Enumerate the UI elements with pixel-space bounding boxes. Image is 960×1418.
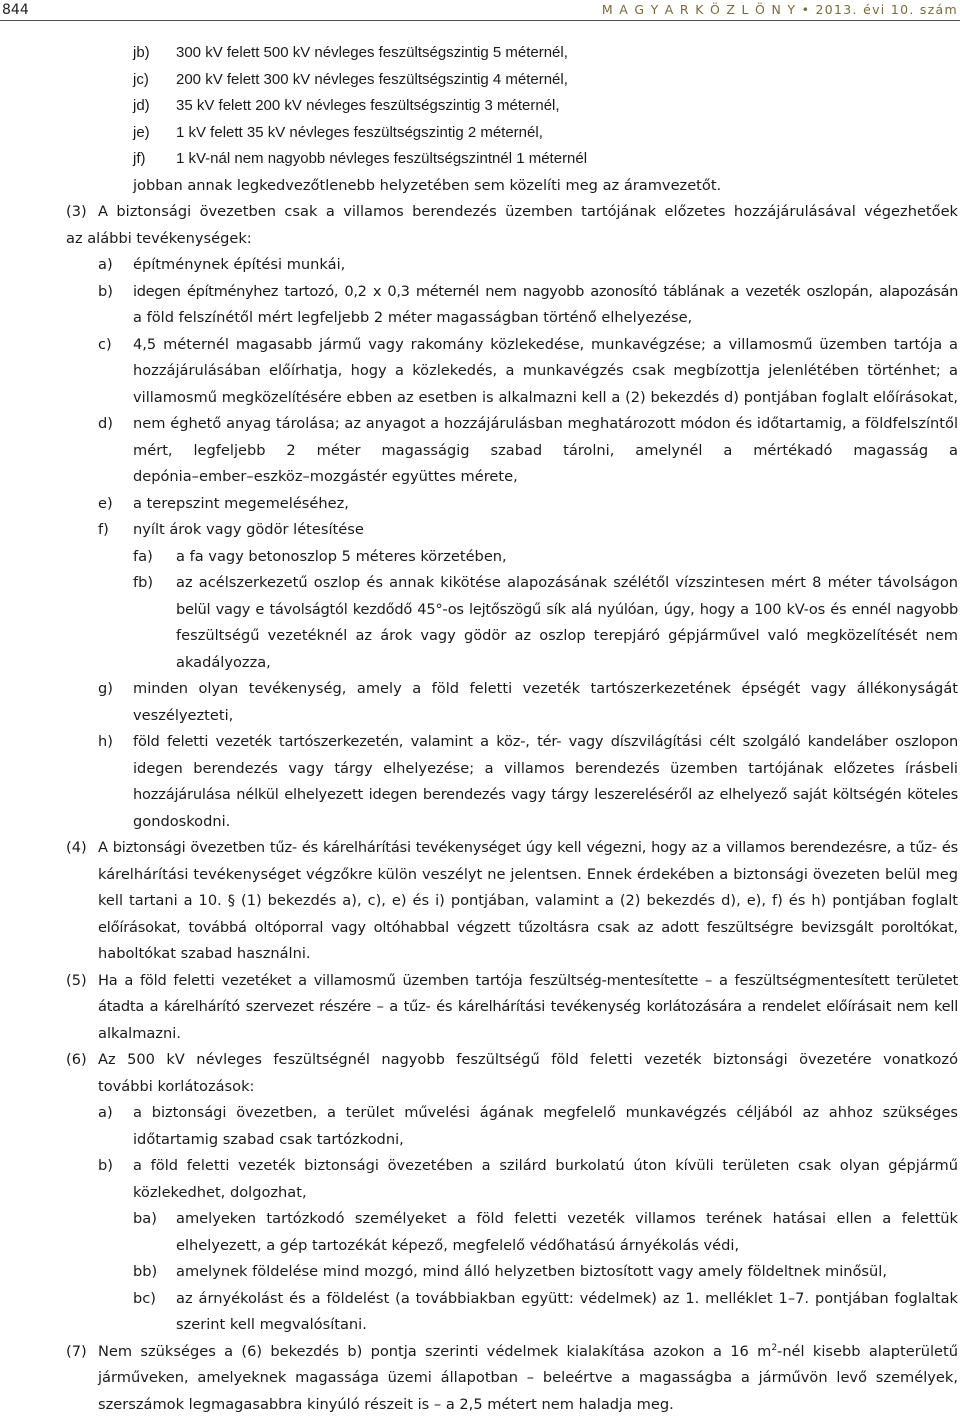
item-text: 35 kV felett 200 kV névleges feszültségszintig 3 méternél, (176, 97, 560, 114)
item-text-line: szerint kell megvalósítani. (176, 1312, 960, 1339)
page-header (0, 0, 960, 28)
journal-title: M A G Y A R K Ö Z L Ö N Y • 2013. évi 10. szám (602, 2, 958, 17)
item-label: jc) (133, 67, 149, 94)
item-text-line: a föld felszínétől mért legfeljebb 2 méter magasságban történő elhelyezése, (133, 305, 960, 332)
item-label: f) (98, 517, 109, 544)
item-text-line: depónia–ember–eszköz–mozgástér együttes mérete, (133, 464, 960, 491)
paragraph-line: Ha a föld feletti vezetéket a villamosmű üzemben tartója feszültség-mentesítette – a feszültségmentesített területet (98, 968, 958, 995)
item-label: je) (133, 120, 150, 147)
item-text: 1 kV-nál nem nagyobb névleges feszültségszintnél 1 méternél (176, 150, 587, 167)
item-label: jf) (133, 146, 146, 173)
paragraph-line: az alábbi tevékenységek: (66, 226, 960, 253)
list-item-fa (0, 544, 960, 571)
paragraph-text: -nél kisebb alapterületű (777, 1343, 958, 1360)
item-text: a fa vagy betonoszlop 5 méteres körzetében, (176, 548, 507, 565)
list-item-b (0, 1153, 960, 1206)
list-item-a (0, 252, 960, 279)
item-text-line: villamosmű megközelítésére ebben az esetben is alkalmazni kell a (2) bekezdés d) pontjában foglalt előírásokat, (133, 385, 958, 412)
paragraph-label: (3) (66, 199, 87, 226)
item-label: b) (98, 1153, 113, 1180)
list-item-c (0, 332, 960, 412)
item-text: 1 kV felett 35 kV névleges feszültségszintig 2 méternél, (176, 124, 543, 141)
item-text: építménynek építési munkái, (133, 256, 345, 273)
list-item-jc (0, 67, 960, 94)
item-text-line: mért, legfeljebb 2 méter magasságig szabad tárolni, amelynél a mértékadó magasság a (133, 438, 958, 465)
item-label: a) (98, 252, 113, 279)
paragraph-7 (0, 1339, 960, 1418)
item-text-line: az acélszerkezetű oszlop és annak kikötése alapozásának szélétől vízszintesen mért 8 méter távolságon (176, 570, 958, 597)
item-label: jb) (133, 40, 150, 67)
item-text-line: időtartamig szabad csak tartózkodni, (133, 1127, 960, 1154)
paragraph-line: A biztonsági övezetben csak a villamos berendezés üzemben tartójának előzetes hozzájárulásával végezhetőek (98, 199, 958, 226)
item-text: amelynek földelése mind mozgó, mind álló helyzetben biztosított vagy amely földeltnek minősül, (176, 1263, 887, 1280)
paragraph-label: (7) (66, 1339, 87, 1366)
superscript: 2 (771, 1343, 777, 1353)
list-item-e (0, 491, 960, 518)
item-label: bb) (133, 1259, 157, 1286)
list-item-jb (0, 40, 960, 67)
item-text-line: idegen építményhez tartozó, 0,2 x 0,3 méternél nem nagyobb azonosító táblának a vezeték oszlopán, alapozásán (133, 279, 958, 306)
list-item-a (0, 1100, 960, 1153)
item-label: a) (98, 1100, 113, 1127)
list-item-ba (0, 1206, 960, 1259)
item-label: d) (98, 411, 113, 438)
paragraph-line: haboltókat szabad használni. (98, 941, 960, 968)
paragraph-line: kell tartani a 10. § (1) bekezdés a), c), e) és i) pontjában, valamint a (2) bekezdés d), e), f) és h) pontjában foglalt (98, 888, 958, 915)
paragraph-line: előírásokat, továbbá oltóporral vagy oltóhabbal végzett tűzoltásra csak az adott feszültségre bevizsgált poroltókat, (98, 915, 958, 942)
item-label: c) (98, 332, 112, 359)
list-item-d (0, 411, 960, 491)
list-item-bb (0, 1259, 960, 1286)
list-item-h (0, 729, 960, 835)
paragraph-line (98, 1339, 958, 1366)
item-text: a terepszint megemeléséhez, (133, 495, 349, 512)
paragraph-line: járműveken, amelyeknek magassága üzemi állapotban – beleértve a magasságba a járművön levő személyek, (98, 1365, 958, 1392)
paragraph-6 (0, 1047, 960, 1100)
item-label: g) (98, 676, 113, 703)
list-item-bc (0, 1286, 960, 1339)
list-item-je (0, 120, 960, 147)
item-text-line: az árnyékolást és a földelést (a továbbiakban együtt: védelmek) az 1. melléklet 1–7. pontjában foglaltak (176, 1286, 958, 1313)
paragraph-label: (4) (66, 835, 87, 862)
item-text: 200 kV felett 300 kV névleges feszültségszintig 4 méternél, (176, 71, 568, 88)
item-text-line: feszültségű vezetéknél az árok vagy gödör az oszlop terepjáró gépjárművel való megközelítését nem (176, 623, 958, 650)
item-label: h) (98, 729, 113, 756)
list-item-jf (0, 146, 960, 173)
paragraph-line: további korlátozások: (98, 1074, 960, 1101)
item-text: 300 kV felett 500 kV névleges feszültségszintig 5 méternél, (176, 44, 568, 61)
item-label: e) (98, 491, 113, 518)
header-rule (0, 20, 960, 21)
document-body (0, 40, 960, 1418)
paragraph-text: Nem szükséges a (6) bekezdés b) pontja szerinti védelmek kialakítása azokon a 16 m (98, 1343, 771, 1360)
paragraph-label: (5) (66, 968, 87, 995)
item-text-line: a biztonsági övezetben, a terület művelési ágának megfelelő munkavégzés céljából az ahhoz szükséges (133, 1100, 958, 1127)
item-text-line: akadályozza, (176, 650, 960, 677)
list-item-f (0, 517, 960, 544)
list-item-g (0, 676, 960, 729)
item-text-line: közlekedhet, dolgozhat, (133, 1180, 960, 1207)
list-item-fb (0, 570, 960, 676)
item-text-line: amelyeken tartózkodó személyeket a föld feletti vezeték villamos terének hatásai ellen a felettük (176, 1206, 958, 1233)
list-item-jd (0, 93, 960, 120)
item-text-line: minden olyan tevékenység, amely a föld feletti vezeték tartószerkezetének épségét vagy állékonyságát (133, 676, 958, 703)
item-text-line: idegen berendezés vagy tárgy elhelyezése; a villamos berendezés üzemben tartójának előzetes írásbeli (133, 756, 958, 783)
item-text-line: elhelyezett, a gép tartozékát képező, megfelelő védőhatású árnyékolás védi, (176, 1233, 960, 1260)
paragraph-line: kárelhárítási tevékenységet végzőkre külön veszélyt ne jelentsen. Ennek érdekében a biztonsági övezeten belül meg (98, 862, 958, 889)
item-text-line: nem éghető anyag tárolása; az anyagot a hozzájárulásban meghatározott módon és időtartamig, a földfelszíntől (133, 411, 958, 438)
paragraph-line: átadta a kárelhárító szervezet részére – a tűz- és kárelhárítási tevékenység korlátozására a rendelet előírásait nem kell (98, 994, 958, 1021)
item-label: b) (98, 279, 113, 306)
item-text: nyílt árok vagy gödör létesítése (133, 521, 364, 538)
paragraph-line: A biztonsági övezetben tűz- és kárelhárítási tevékenységet úgy kell végezni, hogy az a villamos berendezésre, a tűz- és (98, 835, 958, 862)
item-text-line: a föld feletti vezeték biztonsági övezetében a szilárd burkolatú úton kívüli területen csak olyan gépjármű (133, 1153, 958, 1180)
item-label: bc) (133, 1286, 156, 1313)
item-text-line: hozzájárulása nélkül elhelyezett idegen berendezés vagy tárgy leszereléséről az elhelyező saját költségén köteles (133, 782, 958, 809)
paragraph-4 (0, 835, 960, 968)
list-j-tail: jobban annak legkedvezőtlenebb helyzetében sem közelíti meg az áramvezetőt. (133, 173, 960, 200)
item-label: fa) (133, 544, 153, 571)
item-text-line: veszélyezteti, (133, 703, 960, 730)
item-label: jd) (133, 93, 150, 120)
paragraph-3 (0, 199, 960, 226)
item-label: fb) (133, 570, 153, 597)
paragraph-line: szerszámok legmagasabbra kinyúló részeit is – a 2,5 métert nem haladja meg. (98, 1392, 960, 1418)
item-text-line: gondoskodni. (133, 809, 960, 836)
page-number: 844 (2, 2, 29, 18)
item-text-line: hozzájárulásában előírhatja, hogy a közlekedés, a munkavégzés csak megbízottja jelenlétében történhet; a (133, 358, 958, 385)
paragraph-label: (6) (66, 1047, 87, 1074)
paragraph-5 (0, 968, 960, 1048)
item-text-line: föld feletti vezeték tartószerkezetén, valamint a köz-, tér- vagy díszvilágítási célt szolgáló kandeláber oszlopon (133, 729, 958, 756)
paragraph-line: alkalmazni. (98, 1021, 960, 1048)
item-label: ba) (133, 1206, 157, 1233)
list-item-b (0, 279, 960, 332)
paragraph-line: Az 500 kV névleges feszültségnél nagyobb feszültségű föld feletti vezeték biztonsági övezetére vonatkozó (98, 1047, 958, 1074)
item-text-line: 4,5 méternél magasabb jármű vagy rakomány közlekedése, munkavégzése; a villamosmű üzemben tartója a (133, 332, 958, 359)
item-text-line: belül vagy e távolságtól kezdődő 45°-os lejtőszögű sík alá nyúlóan, úgy, hogy a 100 kV-os és ennél nagyobb (176, 597, 958, 624)
